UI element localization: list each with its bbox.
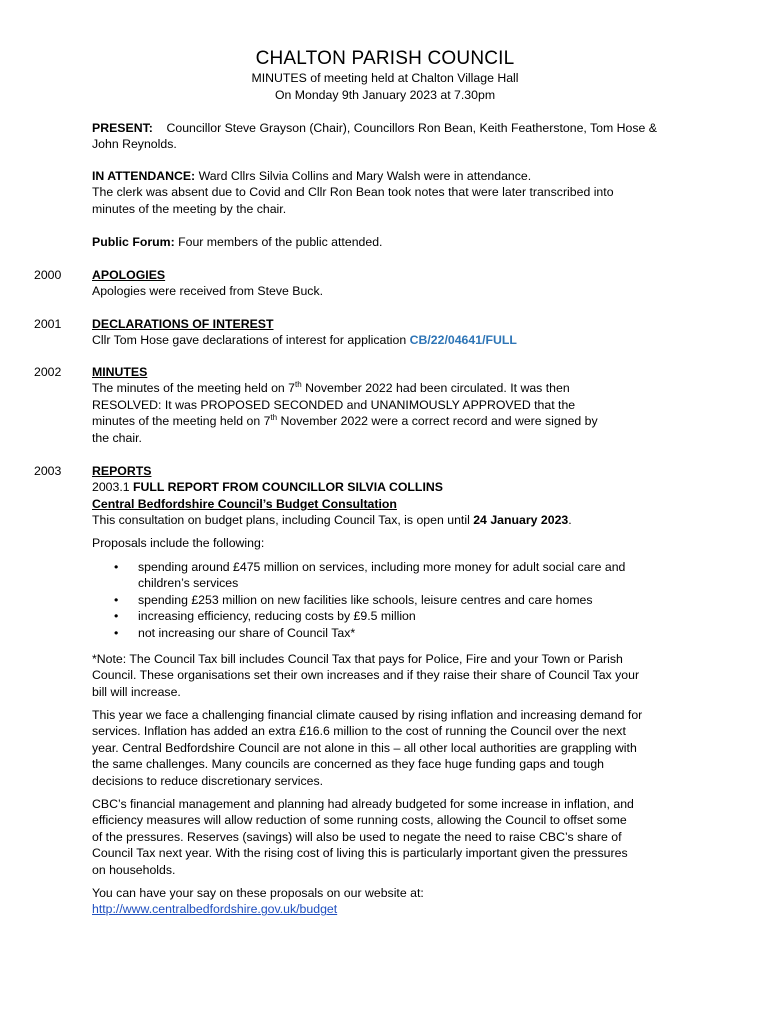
- bullet-text: not increasing our share of Council Tax*: [138, 625, 356, 640]
- council-tax-note: [92, 651, 680, 700]
- attendance-text-2: The clerk was absent due to Covid and Cllr Ron Bean took notes that were later transcribed into: [92, 185, 614, 200]
- attendance-text-3: minutes of the meeting by the chair.: [92, 201, 287, 216]
- note-line: *Note: The Council Tax bill includes Council Tax that pays for Police, Fire and your Town or Parish: [92, 652, 623, 666]
- paragraph-line: CBC’s financial management and planning had already budgeted for some increase in inflation, and: [92, 797, 634, 811]
- minutes-line-4: the chair.: [92, 430, 142, 445]
- public-forum-section: [92, 234, 680, 250]
- minutes-section: [92, 364, 680, 446]
- proposals-intro: Proposals include the following:: [92, 536, 265, 550]
- page-title: CHALTON PARISH COUNCIL: [255, 48, 515, 69]
- minutes-line-1a: The minutes of the meeting held on 7: [92, 381, 296, 396]
- note-line: bill will increase.: [92, 684, 181, 699]
- list-item: [92, 559, 680, 575]
- minutes-line-1b: November 2022 had been circulated. It was then: [301, 381, 570, 396]
- report-sub-number: 2003.1: [92, 480, 134, 495]
- attendance-line-1: [92, 168, 680, 184]
- consultation-line: [92, 512, 680, 528]
- report-subheading: [92, 479, 680, 495]
- consultation-end: .: [568, 513, 572, 528]
- paragraph-line: the same challenges. Many councils are concerned as they face huge funding gaps and tough: [92, 757, 605, 772]
- paragraph-line: of the pressures. Reserves (savings) will also be used to negate the need to raise CBC’s share of: [92, 829, 622, 844]
- list-item-continuation: [92, 575, 680, 591]
- attendance-text-1: Ward Cllrs Silvia Collins and Mary Walsh were in attendance.: [195, 169, 532, 183]
- item-number-reports: 2003: [34, 464, 62, 478]
- present-label: PRESENT:: [92, 121, 153, 135]
- minutes-heading: MINUTES: [92, 365, 148, 379]
- item-number-apologies: 2000: [34, 268, 62, 282]
- bullet-glyph: •: [114, 609, 119, 624]
- meeting-venue: MINUTES of meeting held at Chalton Village Hall: [251, 71, 519, 85]
- list-item: [92, 592, 680, 608]
- minutes-line-3a: minutes of the meeting held on 7: [92, 414, 271, 429]
- report-sub-heading: FULL REPORT FROM COUNCILLOR SILVIA COLLINS: [133, 480, 443, 495]
- note-line: Council. These organisations set their own increases and if they raise their share of Council Tax your: [92, 668, 640, 683]
- paragraph-line: services. Inflation has added an extra £16.6 million to the cost of running the Council over the next: [92, 724, 626, 739]
- have-your-say-text: You can have your say on these proposals on our website at:: [92, 886, 424, 900]
- paragraph-line: efficiency measures will allow reduction of some running costs, allowing the Council to offset some: [92, 813, 627, 828]
- apologies-section: [92, 267, 680, 300]
- bullet-text: spending £253 million on new facilities like schools, leisure centres and care homes: [138, 592, 593, 607]
- financial-management-paragraph: [92, 796, 680, 878]
- budget-url-link[interactable]: http://www.centralbedfordshire.gov.uk/budget: [92, 902, 338, 917]
- present-line-1: [92, 120, 680, 136]
- reports-section: [92, 463, 680, 529]
- have-your-say: [92, 885, 680, 918]
- present-text-2: John Reynolds.: [92, 137, 177, 152]
- application-link[interactable]: CB/22/04641/FULL: [409, 333, 517, 348]
- declarations-section: [92, 316, 680, 349]
- declarations-heading: DECLARATIONS OF INTEREST: [92, 317, 274, 331]
- public-forum-label: Public Forum:: [92, 235, 175, 249]
- attendance-section: [92, 168, 680, 217]
- reports-heading: REPORTS: [92, 464, 152, 478]
- bullet-text: spending around £475 million on services, including more money for adult social care and: [138, 560, 626, 574]
- item-number-declarations: 2001: [34, 317, 62, 331]
- meeting-date: On Monday 9th January 2023 at 7.30pm: [274, 88, 496, 102]
- list-item: [92, 625, 680, 641]
- list-item: [92, 608, 680, 624]
- paragraph-line: on households.: [92, 862, 176, 877]
- consultation-text: This consultation on budget plans, including Council Tax, is open until: [92, 513, 474, 528]
- present-section: [92, 120, 680, 153]
- item-number-minutes: 2002: [34, 365, 62, 379]
- paragraph-line: Council Tax next year. With the rising cost of living this is particularly important given the pressures: [92, 846, 628, 861]
- consultation-date: 24 January 2023: [473, 513, 569, 528]
- minutes-line-1: [92, 380, 680, 396]
- apologies-text: Apologies were received from Steve Buck.: [92, 284, 324, 299]
- paragraph-line: year. Central Bedfordshire Council are not alone in this – all other local authorities are grappling with: [92, 740, 637, 755]
- bullet-glyph: •: [114, 592, 119, 607]
- budget-consultation-heading: Central Bedfordshire Council’s Budget Consultation: [92, 496, 397, 511]
- minutes-line-3b: November 2022 were a correct record and were signed by: [277, 414, 598, 429]
- public-forum-text: Four members of the public attended.: [174, 235, 383, 249]
- paragraph-line: decisions to reduce discretionary services.: [92, 773, 324, 788]
- attendance-label: IN ATTENDANCE:: [92, 169, 196, 183]
- minutes-line-2: RESOLVED: It was PROPOSED SECONDED and UNANIMOUSLY APPROVED that the: [92, 397, 576, 412]
- apologies-heading: APOLOGIES: [92, 268, 166, 282]
- paragraph-line: This year we face a challenging financial climate caused by rising inflation and increasing demand for: [92, 708, 643, 722]
- minutes-line-3: [92, 413, 680, 429]
- minutes-line-3-sup: th: [270, 413, 278, 423]
- proposals-list: [92, 559, 680, 641]
- bullet-glyph: •: [114, 625, 119, 640]
- declarations-line: [92, 332, 680, 348]
- minutes-line-1-sup: th: [295, 380, 302, 390]
- financial-climate-paragraph: [92, 707, 680, 789]
- bullet-text: increasing efficiency, reducing costs by £9.5 million: [138, 609, 416, 624]
- bullet-text: children’s services: [138, 576, 239, 591]
- declarations-text: Cllr Tom Hose gave declarations of interest for application: [92, 333, 410, 348]
- bullet-glyph: •: [114, 560, 119, 574]
- present-text-1: Councillor Steve Grayson (Chair), Councillors Ron Bean, Keith Featherstone, Tom Hose &: [166, 121, 657, 135]
